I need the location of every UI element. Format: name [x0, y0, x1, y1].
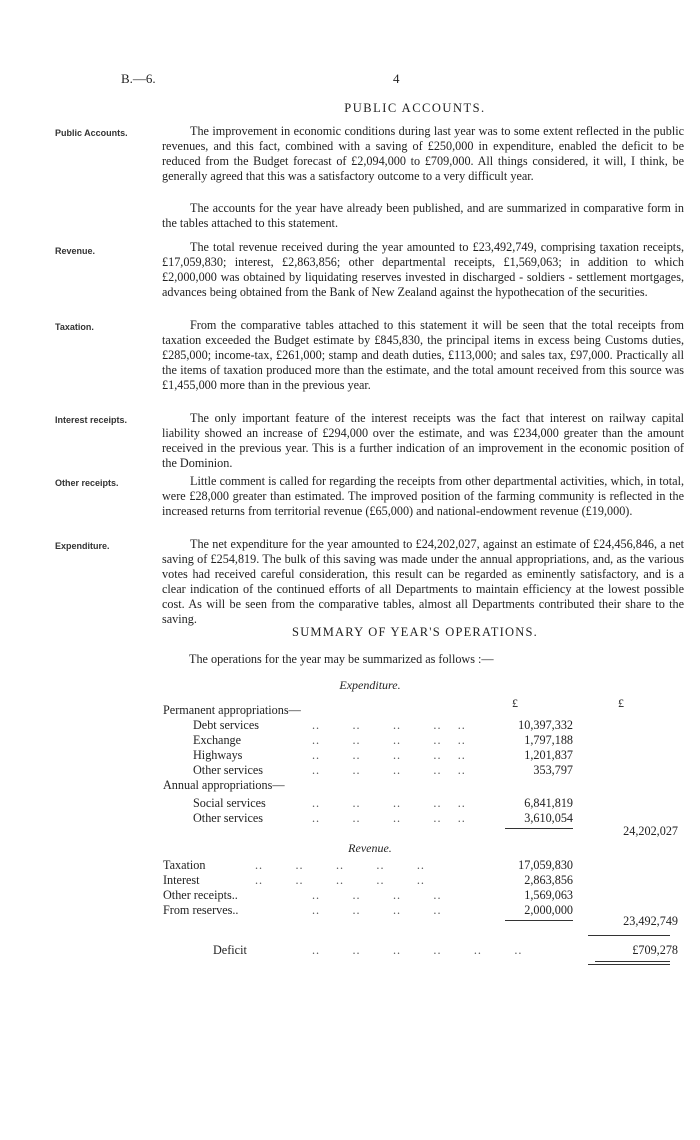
row-value: 1,797,188: [524, 733, 573, 747]
margin-note-interest-receipts: Interest receipts.: [55, 415, 128, 425]
table-row: [0, 873, 700, 888]
total-rule: [588, 935, 670, 936]
expenditure-total: 24,202,027: [623, 824, 678, 838]
paragraph-revenue: The total revenue received during the year amounted to £23,492,749, comprising taxation receipts, £17,059,830; interest, £2,863,856; other departmental receipts, £1,569,063; in addition to which £2,000,000 was obtained by liquidating reserves invested in discharged - soldiers - settlement mortgages, advances being obtained from the Bank of New Zealand against the hypothecation of the securities.: [162, 240, 684, 299]
row-label: Taxation: [163, 858, 206, 872]
row-label: Other services: [193, 763, 264, 777]
margin-note-public-accounts: Public Accounts.: [55, 128, 128, 138]
row-value: 17,059,830: [518, 858, 573, 872]
leader-dots: .. .. .. .. .. ..: [312, 943, 523, 957]
summary-title: SUMMARY OF YEAR'S OPERATIONS.: [292, 625, 538, 639]
revenue-heading: Revenue.: [348, 841, 392, 855]
row-value: 1,569,063: [524, 888, 573, 902]
leader-dots: .. .. .. .. ..: [312, 733, 466, 747]
document-code: B.—6.: [121, 71, 156, 86]
currency-column-2: £: [618, 696, 624, 710]
row-label: Exchange: [193, 733, 242, 747]
permanent-appropriations-label-row: [0, 703, 700, 718]
currency-column-1: £: [512, 696, 518, 710]
leader-dots: .. .. .. .. ..: [312, 718, 466, 732]
row-label: Interest: [163, 873, 200, 887]
paragraph-accounts-published: The accounts for the year have already been published, and are summarized in comparative form in the tables attached to this statement.: [162, 201, 684, 230]
page-number: 4: [393, 71, 400, 86]
row-label: From reserves..: [163, 903, 239, 917]
leader-dots: .. .. .. .. ..: [312, 748, 466, 762]
annual-appropriations-label: Annual appropriations—: [163, 778, 285, 792]
deficit-row: [0, 943, 700, 958]
margin-note-other-receipts: Other receipts.: [55, 478, 119, 488]
table-row: [0, 858, 700, 873]
summary-intro: The operations for the year may be summarized as follows :—: [189, 652, 494, 666]
row-value: 1,201,837: [524, 748, 573, 762]
table-row: [0, 763, 700, 778]
table-row: [0, 748, 700, 763]
leader-dots: .. .. .. .. ..: [255, 873, 425, 887]
margin-note-expenditure: Expenditure.: [55, 541, 110, 551]
row-label: Highways: [193, 748, 243, 762]
annual-appropriations-label-row: [0, 778, 700, 793]
table-row: [0, 888, 700, 903]
row-value: 6,841,819: [524, 796, 573, 810]
row-value: 2,863,856: [524, 873, 573, 887]
double-rule-bottom: [588, 964, 670, 965]
double-rule-top: [595, 961, 670, 962]
row-value: 3,610,054: [524, 811, 573, 825]
row-value: 2,000,000: [524, 903, 573, 917]
page-title: PUBLIC ACCOUNTS.: [344, 101, 486, 115]
permanent-appropriations-label: Permanent appropriations—: [163, 703, 301, 717]
leader-dots: .. .. .. ..: [312, 888, 442, 902]
paragraph-other-receipts: Little comment is called for regarding the receipts from other departmental activities, which, in total, were £28,000 greater than estimated. The improved position of the farming community is reflected in the increased returns from territorial revenue (£65,000) and national-endowment revenue (£19,000).: [162, 474, 684, 518]
table-row: [0, 733, 700, 748]
row-label: Other receipts..: [163, 888, 238, 902]
row-value: 10,397,332: [518, 718, 573, 732]
paragraph-interest-receipts: The only important feature of the interest receipts was the fact that interest on railway capital liability showed an increase of £294,000 over the estimate, and was £234,000 greater than the amount received in the previous year. This is a further indication of an improvement in the economic position of the Dominion.: [162, 411, 684, 470]
row-label: Debt services: [193, 718, 259, 732]
revenue-total-row: [0, 914, 700, 929]
table-row: [0, 718, 700, 733]
leader-dots: .. .. .. .. ..: [312, 811, 466, 825]
deficit-label: Deficit: [213, 943, 247, 957]
margin-note-revenue: Revenue.: [55, 246, 96, 256]
paragraph-public-accounts: The improvement in economic conditions during last year was to some extent reflected in the public revenues, and this fact, combined with a saving of £250,000 in expenditure, enabled the deficit to be reduced from the Budget forecast of £2,094,000 to £709,000. All things considered, it will, I think, be generally agreed that this was a satisfactory outcome to a very difficult year.: [162, 124, 684, 183]
expenditure-heading: Expenditure.: [339, 678, 401, 692]
leader-dots: .. .. .. .. ..: [312, 796, 466, 810]
margin-note-taxation: Taxation.: [55, 322, 94, 332]
page-header: [0, 71, 700, 91]
leader-dots: .. .. .. .. ..: [255, 858, 425, 872]
expenditure-total-row: [0, 824, 700, 839]
row-label: Social services: [193, 796, 266, 810]
paragraph-expenditure: The net expenditure for the year amounted to £24,202,027, against an estimate of £24,456,846, a net saving of £254,819. The bulk of this saving was made under the annual appropriations, and, as the various votes had received careful consideration, this result can be regarded as eminently satisfactory, and is a clear indication of the continued efforts of all Departments to maintain efficiency at the lowest possible cost. As will be seen from the comparative tables, almost all Departments contributed their share to the saving.: [162, 537, 684, 626]
leader-dots: .. .. .. .. ..: [312, 763, 466, 777]
deficit-value: £709,278: [632, 943, 678, 957]
paragraph-taxation: From the comparative tables attached to this statement it will be seen that the total receipts from taxation exceeded the Budget estimate by £845,830, the principal items in excess being Customs duties, £285,000; income-tax, £261,000; stamp and death duties, £113,000; and sales tax, £97,000. Practically all the items of taxation produced more than the estimate, and the total amount received from this source was £1,455,000 more than in the previous year.: [162, 318, 684, 392]
row-label: Other services: [193, 811, 264, 825]
revenue-total: 23,492,749: [623, 914, 678, 928]
row-value: 353,797: [533, 763, 573, 777]
table-row: [0, 796, 700, 811]
leader-dots: .. .. .. ..: [312, 903, 442, 917]
